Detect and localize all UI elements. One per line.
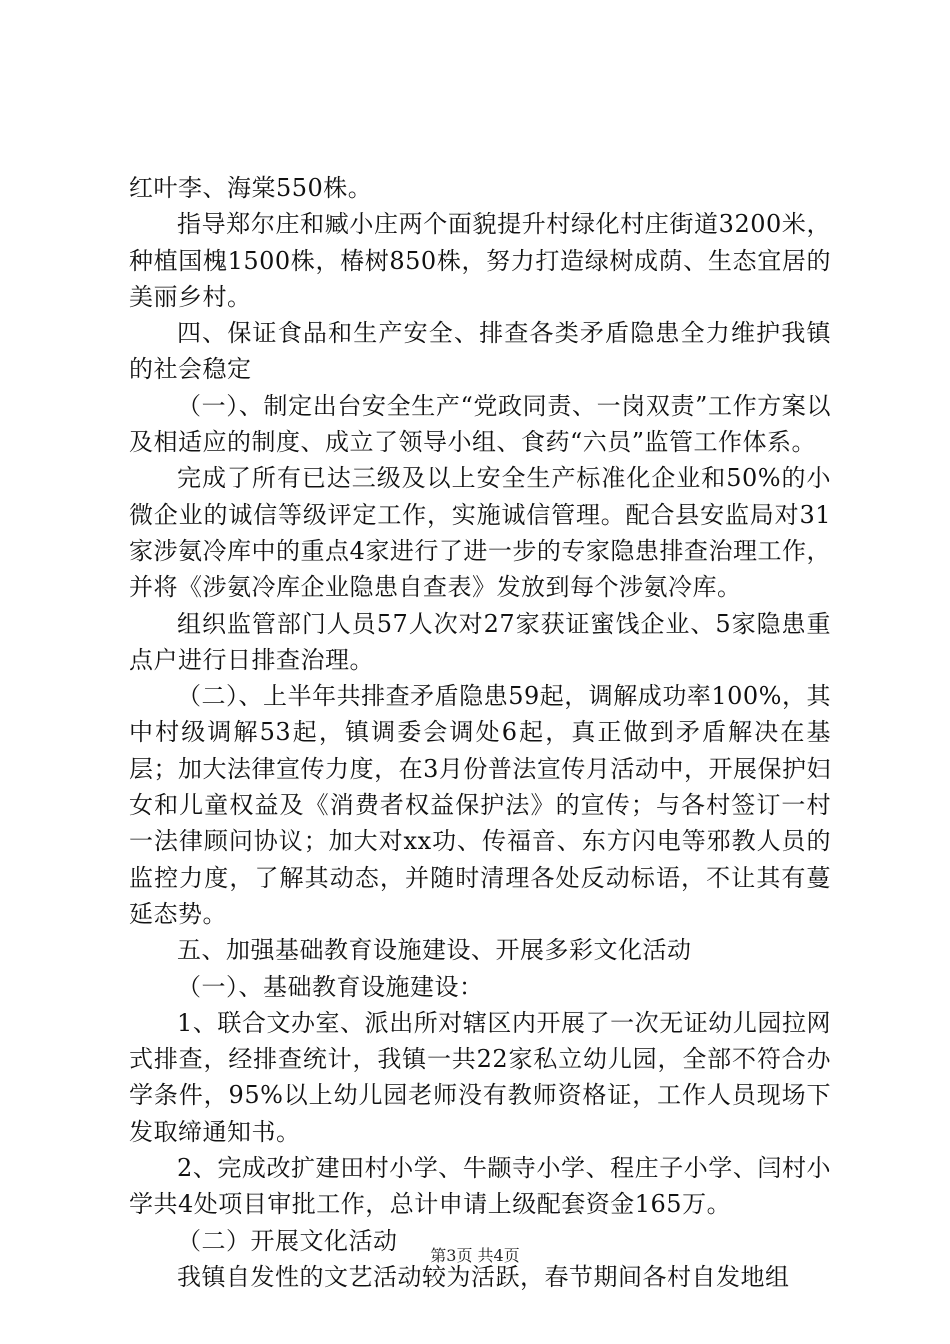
paragraph: 指导郑尔庄和臧小庄两个面貌提升村绿化村庄街道3200米，种植国槐1500株，椿树850株，努力打造绿树成荫、生态宜居的美丽乡村。 — [129, 210, 831, 311]
paragraph: 我镇自发性的文艺活动较为活跃，春节期间各村自发地组 — [177, 1262, 790, 1291]
page-number: 第3页 共4页 — [430, 1246, 520, 1265]
list-item: 1、联合文办室、派出所对辖区内开展了一次无证幼儿园拉网式排查，经排查统计，我镇一共22家私立幼儿园，全部不符合办学条件，95%以上幼儿园老师没有教师资格证，工作人员现场下发取缔通知书。 — [129, 1008, 831, 1146]
subsection-heading: （一）、基础教育设施建设： — [177, 972, 484, 1001]
subsection-heading: （二）开展文化活动 — [177, 1226, 398, 1255]
paragraph: 红叶李、海棠550株。 — [129, 174, 373, 202]
paragraph: 组织监管部门人员57人次对27家获证蜜饯企业、5家隐患重点户进行日排查治理。 — [129, 609, 831, 674]
section-heading: 四、保证食品和生产安全、排查各类矛盾隐患全力维护我镇的社会稳定 — [129, 319, 831, 384]
section-heading: 五、加强基础教育设施建设、开展多彩文化活动 — [177, 936, 692, 965]
paragraph: 完成了所有已达三级及以上安全生产标准化企业和50%的小微企业的诚信等级评定工作，实施诚信管理。配合县安监局对31家涉氨冷库中的重点4家进行了进一步的专家隐患排查治理工作，并将《涉氨冷库企业隐患自查表》发放到每个涉氨冷库。 — [129, 464, 831, 602]
subsection-heading: （二）、上半年共排查矛盾隐患59起，调解成功率100%，其中村级调解53起，镇调委会调处6起，真正做到矛盾解决在基层；加大法律宣传力度，在3月份普法宣传月活动中，开展保护妇女和儿童权益及《消费者权益保护法》的宣传；与各村签订一村一法律顾问协议；加大对xx功、传福音、东方闪电等邪教人员的监控力度，了解其动态，并随时清理各处反动标语，不让其有蔓延态势。 — [129, 682, 831, 928]
page-footer — [0, 1243, 950, 1266]
list-item: 2、完成改扩建田村小学、牛颛寺小学、程庄子小学、闫村小学共4处项目审批工作，总计申请上级配套资金165万。 — [129, 1154, 831, 1219]
subsection-heading: （一）、制定出台安全生产“党政同责、一岗双责”工作方案以及相适应的制度、成立了领导小组、食药“六员”监管工作体系。 — [129, 391, 831, 457]
document-body — [129, 170, 831, 1295]
